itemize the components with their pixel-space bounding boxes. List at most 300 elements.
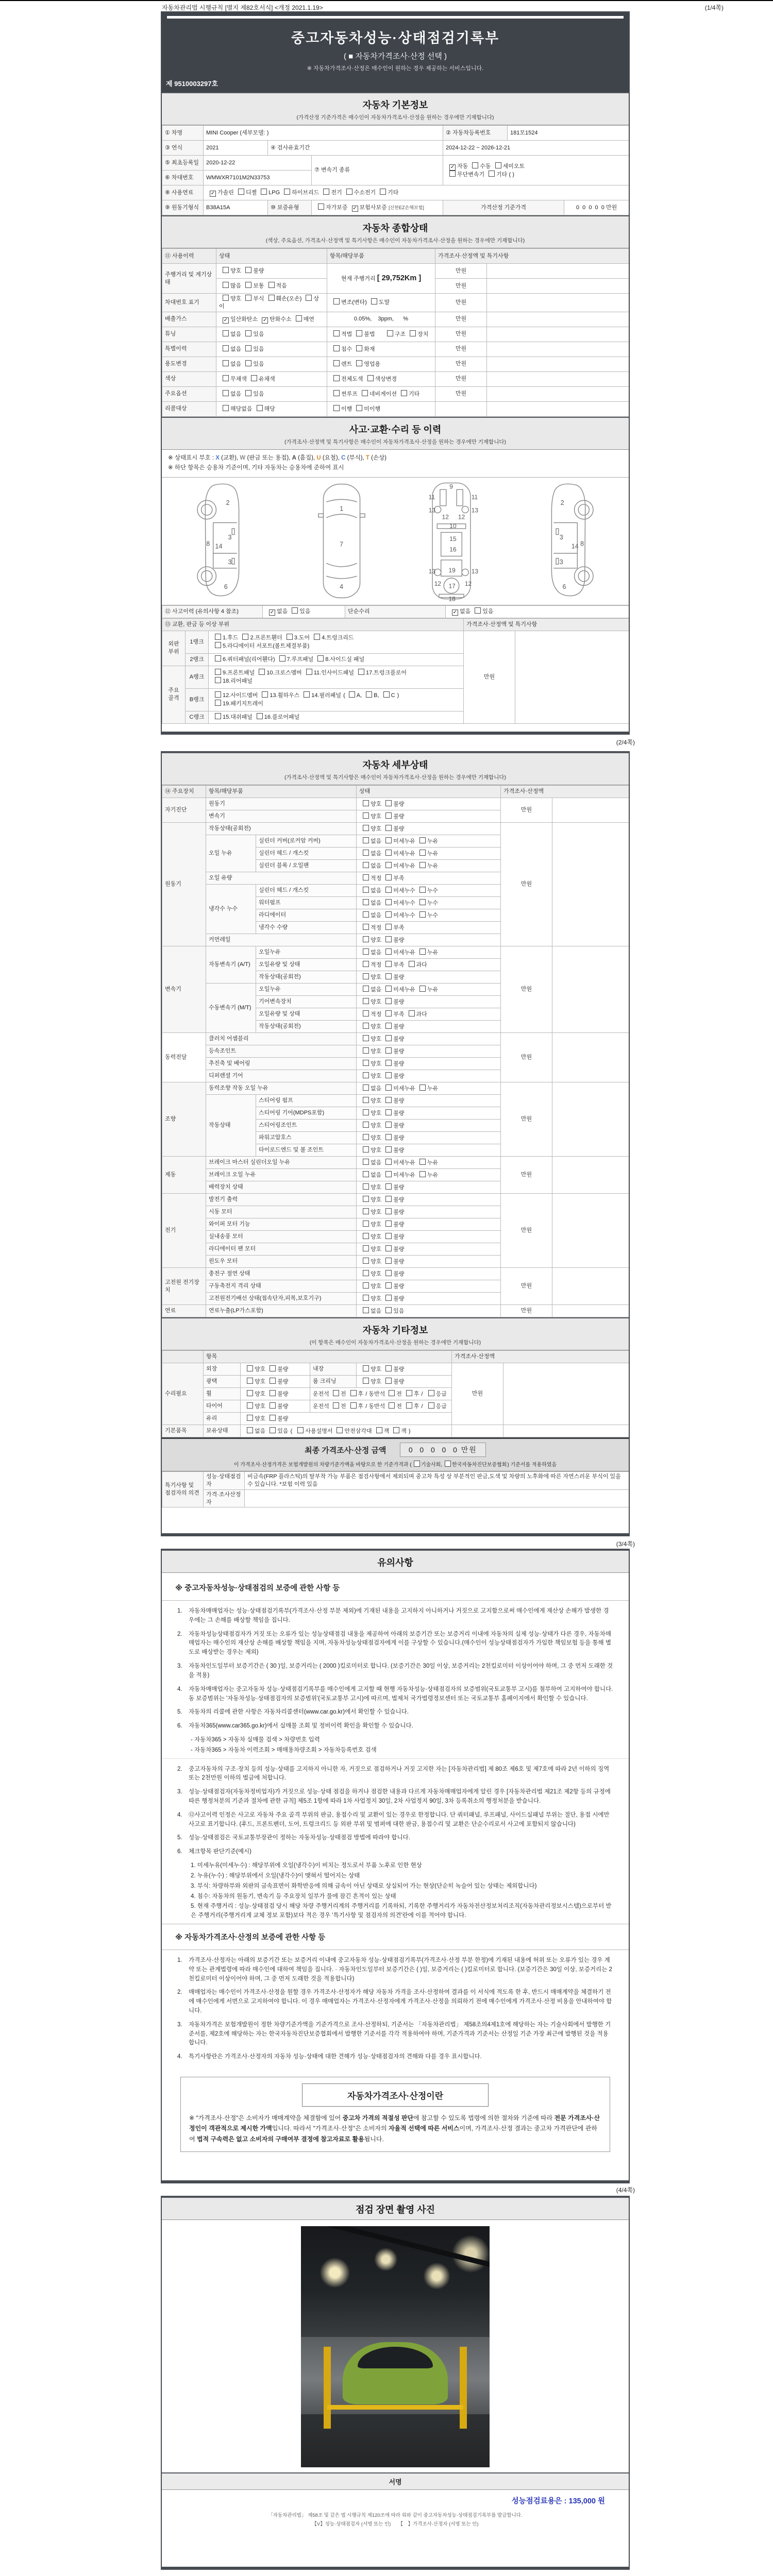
table-cell — [446, 605, 629, 618]
checkbox-icon[interactable] — [238, 189, 244, 195]
checkbox-icon[interactable] — [247, 1378, 253, 1384]
table-cell — [357, 1045, 501, 1058]
checkbox-icon[interactable]: ✓ — [210, 191, 215, 196]
table-cell — [552, 1082, 629, 1157]
checkbox-icon[interactable] — [389, 1402, 395, 1409]
checkbox-icon[interactable] — [245, 360, 251, 366]
checkbox-icon[interactable] — [363, 1365, 369, 1371]
notice-group1b-list — [162, 1759, 629, 1924]
checkbox-label: 양호 — [255, 1378, 266, 1385]
checkbox-icon[interactable] — [385, 1258, 392, 1264]
checkbox-icon[interactable] — [393, 1427, 399, 1433]
checkbox-icon[interactable] — [297, 1427, 304, 1433]
checkbox-label: 네비게이션 — [369, 391, 397, 397]
checkbox-label: 미세누유 — [393, 1085, 415, 1092]
table-cell — [204, 156, 312, 171]
checkbox-icon[interactable] — [363, 1134, 369, 1140]
checkbox-icon[interactable] — [268, 295, 275, 301]
checkbox-icon[interactable] — [363, 1295, 369, 1301]
checkbox-icon[interactable] — [385, 1010, 392, 1016]
checkbox-icon[interactable] — [385, 1159, 392, 1165]
svg-text:9: 9 — [449, 483, 453, 490]
notice-item — [177, 1607, 613, 1625]
checkbox-icon[interactable] — [363, 911, 369, 918]
checkbox-icon[interactable] — [247, 1427, 253, 1433]
checkbox-icon[interactable] — [406, 1402, 412, 1409]
checkbox-icon[interactable] — [333, 1390, 339, 1396]
checkbox-icon[interactable] — [385, 800, 392, 806]
checkbox-icon[interactable]: ✓ — [270, 609, 275, 616]
checkbox-icon[interactable] — [247, 1390, 253, 1396]
checkbox-icon[interactable] — [385, 998, 392, 1004]
checkbox-icon[interactable] — [358, 669, 364, 675]
checkbox-icon[interactable] — [215, 713, 221, 719]
checkbox-icon[interactable] — [385, 1060, 392, 1066]
checkbox-icon[interactable] — [242, 634, 248, 640]
checkbox-icon[interactable] — [363, 1023, 369, 1029]
table-cell — [357, 984, 501, 996]
checkbox-icon[interactable] — [363, 1035, 369, 1041]
checkbox-icon[interactable] — [333, 330, 340, 336]
checkbox-icon[interactable] — [215, 634, 221, 640]
overall-status-table — [162, 248, 629, 417]
checkbox-icon[interactable] — [251, 375, 257, 381]
checkbox-icon[interactable] — [245, 295, 251, 301]
checkbox-icon[interactable] — [245, 330, 251, 336]
text-segment: 만원 — [455, 267, 467, 274]
checkbox-icon[interactable] — [385, 973, 392, 979]
text-segment: 오일유량 및 상태 — [259, 1011, 300, 1018]
checkbox-icon[interactable] — [262, 691, 268, 698]
section-note: (색상, 주요옵션, 가격조사·산정액 및 특기사항은 매수인이 자동차가격조사·산정을 원하는 경우에만 기재합니다) — [265, 238, 525, 244]
checkbox-label: 렌트 — [341, 361, 352, 367]
checkbox-icon[interactable] — [356, 405, 362, 411]
checkbox-icon[interactable] — [270, 1365, 276, 1371]
checkbox-icon[interactable] — [314, 634, 320, 640]
svg-text:3: 3 — [559, 558, 563, 566]
checkbox-icon[interactable] — [223, 405, 229, 411]
table-cell — [508, 126, 629, 141]
checkbox-icon[interactable] — [333, 1402, 339, 1409]
checkbox-icon[interactable] — [495, 162, 501, 168]
checkbox-icon[interactable] — [363, 936, 369, 942]
checkbox-icon[interactable] — [409, 961, 415, 967]
checkbox-icon[interactable] — [215, 700, 221, 706]
checkbox-icon[interactable] — [419, 887, 426, 893]
table-cell — [206, 823, 357, 835]
checkbox-icon[interactable] — [428, 1402, 434, 1409]
checkbox-icon[interactable] — [363, 1097, 369, 1103]
checkbox-icon[interactable] — [363, 1233, 369, 1239]
checkbox-label: 누유 — [427, 838, 439, 844]
checkbox-icon[interactable] — [385, 899, 392, 905]
checkbox-label: 15.대쉬패널 — [223, 714, 253, 721]
checkbox-label: 영업용 — [364, 361, 381, 367]
checkbox-icon[interactable] — [385, 825, 392, 831]
checkbox-icon[interactable]: ✓ — [452, 609, 458, 616]
checkbox-icon[interactable] — [356, 330, 362, 336]
checkbox-icon[interactable] — [419, 1159, 426, 1165]
checkbox-icon[interactable] — [406, 1390, 412, 1396]
checkbox-icon[interactable] — [363, 899, 369, 905]
checkbox-icon[interactable]: ✓ — [223, 317, 228, 323]
checkbox-icon[interactable] — [385, 1023, 392, 1029]
checkbox-icon[interactable] — [306, 669, 312, 675]
checkbox-icon[interactable] — [215, 677, 221, 683]
checkbox-icon[interactable]: ✓ — [262, 317, 267, 323]
checkbox-icon[interactable] — [333, 375, 340, 381]
table-cell — [216, 401, 327, 416]
table-cell — [162, 342, 216, 357]
checkbox-icon[interactable] — [363, 1122, 369, 1128]
checkbox-icon[interactable] — [380, 189, 386, 195]
notice-group2-list — [162, 1950, 629, 2070]
text-segment — [376, 331, 383, 337]
checkbox-icon[interactable] — [366, 691, 372, 698]
checkbox-icon[interactable] — [363, 1196, 369, 1202]
checkbox-icon[interactable] — [215, 669, 221, 675]
checkbox-icon[interactable] — [215, 655, 221, 662]
checkbox-icon[interactable] — [363, 1378, 369, 1384]
checkbox-icon[interactable] — [409, 1010, 415, 1016]
checkbox-icon[interactable] — [270, 1402, 276, 1409]
text-segment: 튜닝 — [165, 331, 176, 337]
checkbox-icon[interactable] — [363, 837, 369, 843]
checkbox-icon[interactable] — [385, 1134, 392, 1140]
checkbox-icon[interactable] — [363, 850, 369, 856]
checkbox-icon[interactable] — [363, 1010, 369, 1016]
legal-issue-lines — [162, 2507, 629, 2529]
checkbox-icon[interactable] — [317, 655, 324, 662]
checkbox-icon[interactable] — [215, 642, 221, 648]
checkbox-icon[interactable] — [356, 345, 362, 351]
table-cell — [216, 249, 327, 264]
table-cell — [162, 1305, 206, 1317]
checkbox-icon[interactable] — [318, 204, 324, 210]
checkbox-icon[interactable] — [385, 1295, 392, 1301]
checkbox-icon[interactable] — [385, 1183, 392, 1190]
checkbox-icon[interactable] — [284, 189, 290, 195]
checkbox-icon[interactable] — [419, 986, 426, 992]
text-segment: 실린더 헤드 / 개스킷 — [259, 887, 309, 894]
checkbox-icon[interactable] — [449, 171, 456, 177]
checkbox-label: A, — [356, 692, 362, 699]
checkbox-icon[interactable] — [270, 1415, 276, 1421]
table-cell — [256, 1107, 357, 1120]
checkbox-icon[interactable] — [356, 360, 362, 366]
checkbox-icon[interactable] — [333, 390, 340, 396]
checkbox-icon[interactable] — [385, 862, 392, 868]
checkbox-icon[interactable] — [385, 1109, 392, 1115]
checkbox-icon[interactable] — [257, 405, 263, 411]
checkbox-icon[interactable] — [350, 1402, 357, 1409]
checkbox-label: 4.트렁크리드 — [322, 635, 354, 641]
text-segment: 냉각수 누수 — [209, 906, 238, 912]
checkbox-icon[interactable] — [259, 669, 265, 675]
checkbox-label: 있음 — [253, 361, 264, 367]
checkbox-icon[interactable] — [363, 874, 369, 880]
checkbox-icon[interactable] — [363, 998, 369, 1004]
checkbox-icon[interactable] — [385, 1084, 392, 1091]
table-cell — [435, 342, 487, 357]
table-cell — [162, 156, 204, 171]
checkbox-icon[interactable] — [363, 1270, 369, 1276]
checkbox-icon[interactable] — [385, 874, 392, 880]
checkbox-icon[interactable] — [387, 330, 393, 336]
checkbox-icon[interactable] — [363, 1060, 369, 1066]
checkbox-icon[interactable] — [349, 691, 355, 698]
checkbox-icon[interactable] — [371, 298, 377, 304]
checkbox-label: 양호 — [371, 1184, 382, 1191]
checkbox-icon[interactable] — [419, 837, 426, 843]
checkbox-icon[interactable] — [363, 1208, 369, 1214]
table-cell — [162, 1194, 206, 1268]
text-segment: 만원 — [520, 1283, 532, 1290]
checkbox-icon[interactable] — [385, 986, 392, 992]
checkbox-icon[interactable] — [385, 1047, 392, 1054]
checkbox-label: 불량 — [393, 1209, 405, 1215]
checkbox-icon[interactable] — [414, 1461, 420, 1467]
text-segment: 전문 가격조사·산정인이 객관적으로 제시한 가액 — [189, 2114, 600, 2132]
notice-item — [177, 1685, 613, 1704]
checkbox-icon[interactable] — [385, 936, 392, 942]
svg-text:3: 3 — [228, 534, 232, 541]
checkbox-icon[interactable] — [333, 360, 340, 366]
checkbox-icon[interactable] — [363, 1307, 369, 1313]
checkbox-icon[interactable] — [383, 691, 390, 698]
checkbox-icon[interactable] — [475, 607, 481, 614]
checkbox-icon[interactable] — [363, 948, 369, 955]
checkbox-icon[interactable] — [362, 390, 368, 396]
checkbox-icon[interactable] — [363, 1084, 369, 1091]
checkbox-icon[interactable] — [363, 887, 369, 893]
table-cell — [256, 860, 357, 872]
checkbox-icon[interactable] — [472, 162, 478, 168]
checkbox-icon[interactable] — [385, 1196, 392, 1202]
checkbox-icon[interactable] — [445, 1461, 451, 1467]
checkbox-icon[interactable] — [261, 189, 267, 195]
checkbox-icon[interactable] — [385, 812, 392, 819]
checkbox-icon[interactable] — [419, 899, 426, 905]
checkbox-icon[interactable] — [363, 924, 369, 930]
text-segment: 상태 — [219, 252, 230, 259]
checkbox-icon[interactable] — [363, 1072, 369, 1078]
checkbox-icon[interactable] — [385, 1072, 392, 1078]
checkbox-icon[interactable] — [385, 1233, 392, 1239]
text-segment: 실내송풍 모터 — [209, 1233, 243, 1240]
checkbox-icon[interactable] — [385, 1122, 392, 1128]
checkbox-icon[interactable] — [428, 1390, 434, 1396]
checkbox-icon[interactable] — [363, 862, 369, 868]
checkbox-icon[interactable] — [215, 691, 221, 698]
checkbox-icon[interactable] — [223, 295, 229, 301]
checkbox-icon[interactable] — [376, 1427, 382, 1433]
text-segment: 커먼레일 — [209, 937, 231, 943]
checkbox-icon[interactable] — [363, 1171, 369, 1177]
table-cell — [435, 279, 487, 294]
table-cell — [162, 171, 204, 185]
checkbox-label: 누유 — [427, 949, 439, 956]
checkbox-icon[interactable] — [385, 837, 392, 843]
checkbox-icon[interactable] — [270, 1390, 276, 1396]
checkbox-icon[interactable] — [245, 390, 251, 396]
checkbox-icon[interactable] — [223, 282, 229, 288]
checkbox-icon[interactable] — [223, 360, 229, 366]
checkbox-icon[interactable] — [401, 390, 407, 396]
text-segment: (판금 또는 용접), — [245, 454, 292, 461]
checkbox-icon[interactable] — [363, 1159, 369, 1165]
svg-text:8: 8 — [580, 540, 584, 548]
checkbox-label: 없음 — [371, 838, 382, 844]
checkbox-icon[interactable] — [363, 1183, 369, 1190]
checkbox-icon[interactable]: ✓ — [352, 206, 357, 211]
checkbox-icon[interactable] — [363, 825, 369, 831]
checkbox-icon[interactable] — [419, 850, 426, 856]
checkbox-icon[interactable] — [346, 189, 352, 195]
checkbox-icon[interactable] — [385, 1171, 392, 1177]
checkbox-icon[interactable] — [385, 1097, 392, 1103]
table-cell — [552, 1033, 629, 1082]
checkbox-icon[interactable] — [292, 607, 298, 614]
checkbox-icon[interactable] — [245, 282, 251, 288]
checkbox-icon[interactable] — [350, 1390, 357, 1396]
checkbox-icon[interactable] — [247, 1402, 253, 1409]
checkbox-icon[interactable] — [287, 634, 293, 640]
checkbox-icon[interactable] — [385, 961, 392, 967]
checkbox-icon[interactable] — [385, 887, 392, 893]
svg-text:6: 6 — [224, 583, 228, 591]
table-cell — [268, 141, 443, 156]
checkbox-label: 미세누유 — [393, 1159, 415, 1166]
checkbox-label: 불량 — [393, 1023, 405, 1030]
checkbox-label: 11.인사이드패널 — [313, 670, 354, 676]
checkbox-icon[interactable] — [385, 911, 392, 918]
svg-text:14: 14 — [571, 543, 579, 550]
checkbox-icon[interactable] — [304, 691, 310, 698]
table-cell — [162, 249, 216, 264]
text-segment: 만원 — [520, 1054, 532, 1061]
notice-item-text: 자동차365(www.car365.go.kr)에서 실매물 조회 및 정비이력 확인을 확인할 수 있습니다. — [189, 1723, 413, 1730]
checkbox-icon[interactable] — [257, 713, 263, 719]
car-diagram-side-left-icon — [175, 479, 268, 603]
checkbox-label: 과다 — [416, 1011, 427, 1018]
checkbox-icon[interactable] — [385, 1221, 392, 1227]
checkbox-icon[interactable] — [270, 1427, 276, 1433]
checkbox-icon[interactable] — [245, 345, 251, 351]
checkbox-icon[interactable] — [363, 1282, 369, 1289]
checkbox-icon[interactable] — [363, 812, 369, 819]
checkbox-icon[interactable]: ✓ — [450, 164, 455, 170]
checkbox-label: 미세누유 — [393, 949, 415, 956]
checkbox-icon[interactable] — [367, 375, 374, 381]
checkbox-icon[interactable] — [385, 948, 392, 955]
notice-item-number: 3. — [177, 1789, 182, 1795]
checkbox-icon[interactable] — [363, 800, 369, 806]
table-cell — [256, 971, 357, 984]
checkbox-icon[interactable] — [363, 1245, 369, 1251]
checkbox-icon[interactable] — [323, 189, 329, 195]
checkbox-icon[interactable] — [385, 924, 392, 930]
checkbox-icon[interactable] — [385, 1146, 392, 1153]
checkbox-label: 불량 — [393, 1184, 405, 1191]
checkbox-icon[interactable] — [296, 315, 302, 321]
notice-group1-list — [162, 1601, 629, 1759]
checkbox-icon[interactable] — [223, 345, 229, 351]
checkbox-icon[interactable] — [223, 390, 229, 396]
checkbox-icon[interactable] — [270, 1378, 276, 1384]
checkbox-icon[interactable] — [245, 267, 251, 273]
checkbox-icon[interactable] — [385, 1270, 392, 1276]
checkbox-icon[interactable] — [247, 1365, 253, 1371]
svg-text:17: 17 — [448, 582, 456, 590]
checkbox-icon[interactable] — [419, 1171, 426, 1177]
checkbox-label: 불량 — [393, 1366, 405, 1372]
checkbox-icon[interactable] — [363, 1109, 369, 1115]
checkbox-icon[interactable] — [363, 986, 369, 992]
checkbox-icon[interactable] — [333, 345, 340, 351]
table-cell — [357, 1107, 501, 1120]
checkbox-icon[interactable] — [385, 1282, 392, 1289]
text-segment: 룸 크리닝 — [313, 1378, 337, 1385]
table-cell — [204, 1489, 245, 1507]
checkbox-icon[interactable] — [363, 1221, 369, 1227]
checkbox-label: 양호 — [371, 998, 382, 1005]
checkbox-label: 양호 — [371, 1097, 382, 1104]
text-segment: 성능·상태점검자 — [206, 1473, 241, 1487]
table-cell — [206, 1206, 357, 1218]
checkbox-icon[interactable] — [385, 1245, 392, 1251]
checkbox-icon[interactable] — [333, 298, 340, 304]
table-cell — [162, 371, 216, 386]
checkbox-icon[interactable] — [410, 330, 416, 336]
notice-item-number: 6. — [177, 1849, 182, 1855]
checkbox-icon[interactable] — [306, 295, 312, 301]
checkbox-icon[interactable] — [247, 1415, 253, 1421]
checkbox-icon[interactable] — [385, 1035, 392, 1041]
checkbox-icon[interactable] — [385, 850, 392, 856]
checkbox-icon[interactable] — [363, 961, 369, 967]
checkbox-icon[interactable] — [489, 171, 495, 177]
text-segment: 스티어링 기어(MDPS포함) — [259, 1110, 325, 1116]
checkbox-icon[interactable] — [363, 1258, 369, 1264]
checkbox-icon[interactable] — [337, 1427, 343, 1433]
checkbox-icon[interactable] — [419, 1084, 426, 1091]
section-title: 자동차 종합상태 — [362, 223, 428, 233]
checkbox-icon[interactable] — [333, 405, 340, 411]
checkbox-icon[interactable] — [389, 1390, 395, 1396]
checkbox-icon[interactable] — [385, 1365, 392, 1371]
checkbox-icon[interactable] — [268, 282, 275, 288]
checkbox-icon[interactable] — [279, 655, 285, 662]
status-code-line — [168, 453, 623, 464]
table-cell — [206, 934, 357, 946]
checkbox-icon[interactable] — [223, 330, 229, 336]
checkbox-icon[interactable] — [385, 1378, 392, 1384]
table-cell — [357, 848, 501, 860]
checkbox-icon[interactable] — [363, 1146, 369, 1153]
checkbox-icon[interactable] — [385, 1307, 392, 1313]
table-cell — [256, 885, 357, 897]
text-segment: 작동상태(공회전) — [209, 825, 251, 832]
checkbox-icon[interactable] — [363, 973, 369, 979]
checkbox-icon[interactable] — [419, 911, 426, 918]
checkbox-icon[interactable] — [419, 862, 426, 868]
checkbox-icon[interactable] — [419, 948, 426, 955]
checkbox-icon[interactable] — [385, 1208, 392, 1214]
checkbox-icon[interactable] — [223, 267, 229, 273]
checkbox-icon[interactable] — [223, 375, 229, 381]
checkbox-icon[interactable] — [363, 1047, 369, 1054]
